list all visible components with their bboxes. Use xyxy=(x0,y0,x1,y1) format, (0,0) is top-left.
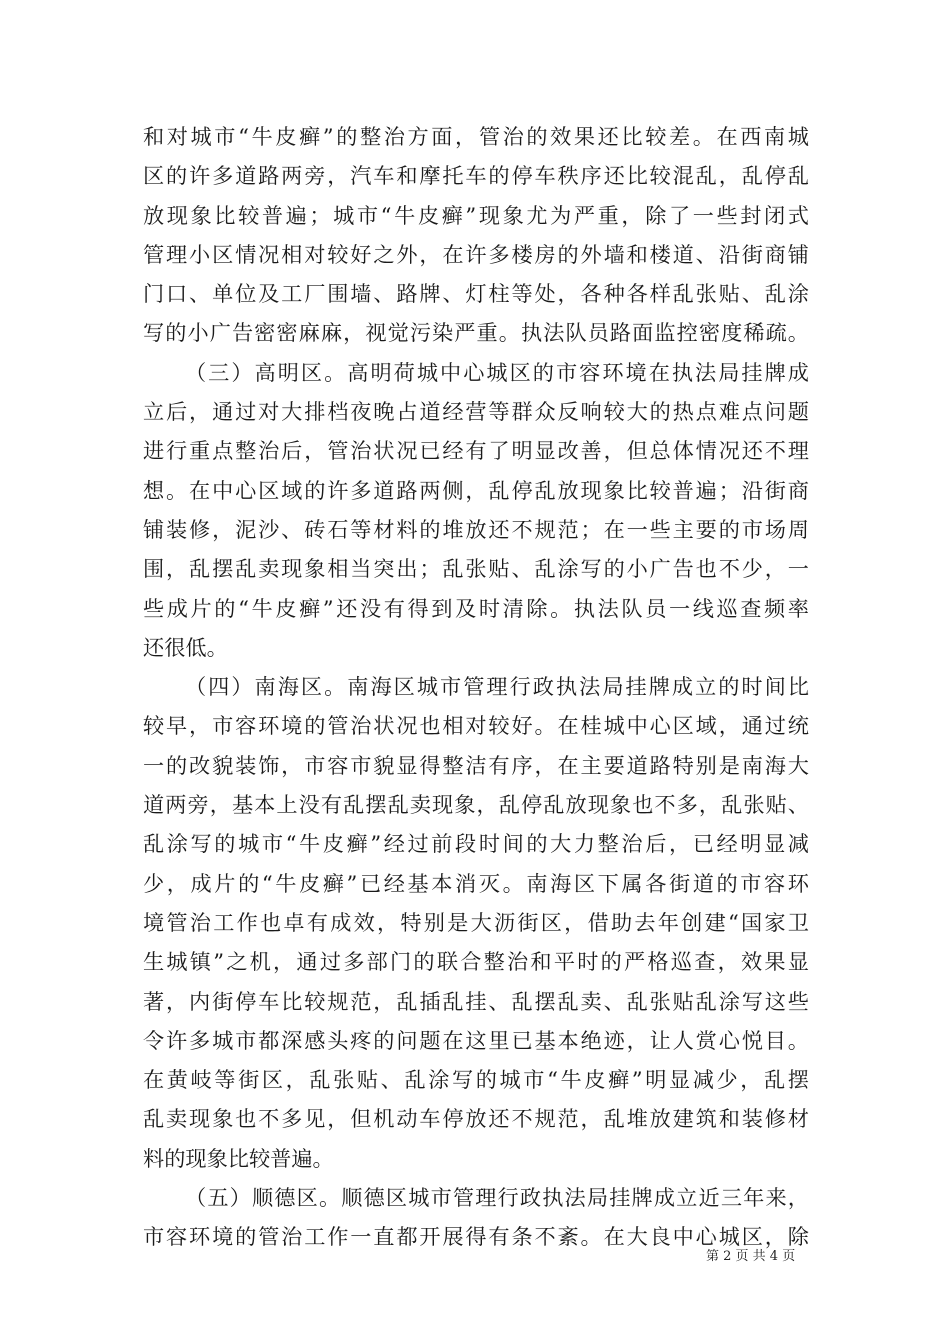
paragraph-start-line: （五）顺德区。顺德区城市管理行政执法局挂牌成立近三年来， xyxy=(185,1185,809,1211)
page-number: 第 2 页 共 4 页 xyxy=(706,1249,796,1264)
text-line: 少，成片的“牛皮癣”已经基本消灭。南海区下属各街道的市容环 xyxy=(143,870,809,896)
text-line: 料的现象比较普遍。 xyxy=(143,1145,334,1171)
text-line: 进行重点整治后，管治状况已经有了明显改善，但总体情况还不理 xyxy=(143,438,809,464)
text-line: 围，乱摆乱卖现象相当突出；乱张贴、乱涂写的小广告也不少，一 xyxy=(143,556,809,582)
text-line: 门口、单位及工厂围墙、路牌、灯柱等处，各种各样乱张贴、乱涂 xyxy=(143,281,809,307)
text-line: 写的小广告密密麻麻，视觉污染严重。执法队员路面监控密度稀疏。 xyxy=(143,320,809,346)
text-line: 境管治工作也卓有成效，特别是大沥街区，借助去年创建“国家卫 xyxy=(143,909,809,935)
text-line: 一的改貌装饰，市容市貌显得整洁有序，在主要道路特别是南海大 xyxy=(143,752,809,778)
text-line: 令许多城市都深感头疼的问题在这里已基本绝迹，让人赏心悦目。 xyxy=(143,1027,809,1053)
text-line: 些成片的“牛皮癣”还没有得到及时清除。执法队员一线巡查频率 xyxy=(143,595,809,621)
paragraph-start-line: （三）高明区。高明荷城中心城区的市容环境在执法局挂牌成 xyxy=(185,359,809,385)
text-line: 区的许多道路两旁，汽车和摩托车的停车秩序还比较混乱，乱停乱 xyxy=(143,163,809,189)
text-line: 立后，通过对大排档夜晚占道经营等群众反响较大的热点难点问题 xyxy=(143,399,809,425)
text-line: 铺装修，泥沙、砖石等材料的堆放还不规范；在一些主要的市场周 xyxy=(143,516,809,542)
text-line: 著，内街停车比较规范，乱插乱挂、乱摆乱卖、乱张贴乱涂写这些 xyxy=(143,988,809,1014)
document-body xyxy=(143,117,809,1257)
text-line: 在黄岐等街区，乱张贴、乱涂写的城市“牛皮癣”明显减少，乱摆 xyxy=(143,1067,809,1093)
text-line: 生城镇”之机，通过多部门的联合整治和平时的严格巡查，效果显 xyxy=(143,949,809,975)
text-line: 乱涂写的城市“牛皮癣”经过前段时间的大力整治后，已经明显减 xyxy=(143,831,809,857)
text-line: 市容环境的管治工作一直都开展得有条不紊。在大良中心城区，除 xyxy=(143,1224,809,1250)
text-line: 放现象比较普遍；城市“牛皮癣”现象尤为严重，除了一些封闭式 xyxy=(143,202,809,228)
text-line: 较早，市容环境的管治状况也相对较好。在桂城中心区域，通过统 xyxy=(143,713,809,739)
text-line: 管理小区情况相对较好之外，在许多楼房的外墙和楼道、沿街商铺 xyxy=(143,241,809,267)
text-line: 想。在中心区域的许多道路两侧，乱停乱放现象比较普遍；沿街商 xyxy=(143,477,809,503)
text-line: 和对城市“牛皮癣”的整治方面，管治的效果还比较差。在西南城 xyxy=(143,124,809,149)
text-line: 还很低。 xyxy=(143,634,228,660)
paragraph-start-line: （四）南海区。南海区城市管理行政执法局挂牌成立的时间比 xyxy=(185,674,809,700)
text-line: 乱卖现象也不多见，但机动车停放还不规范，乱堆放建筑和装修材 xyxy=(143,1106,809,1132)
text-line: 道两旁，基本上没有乱摆乱卖现象，乱停乱放现象也不多，乱张贴、 xyxy=(143,792,809,818)
